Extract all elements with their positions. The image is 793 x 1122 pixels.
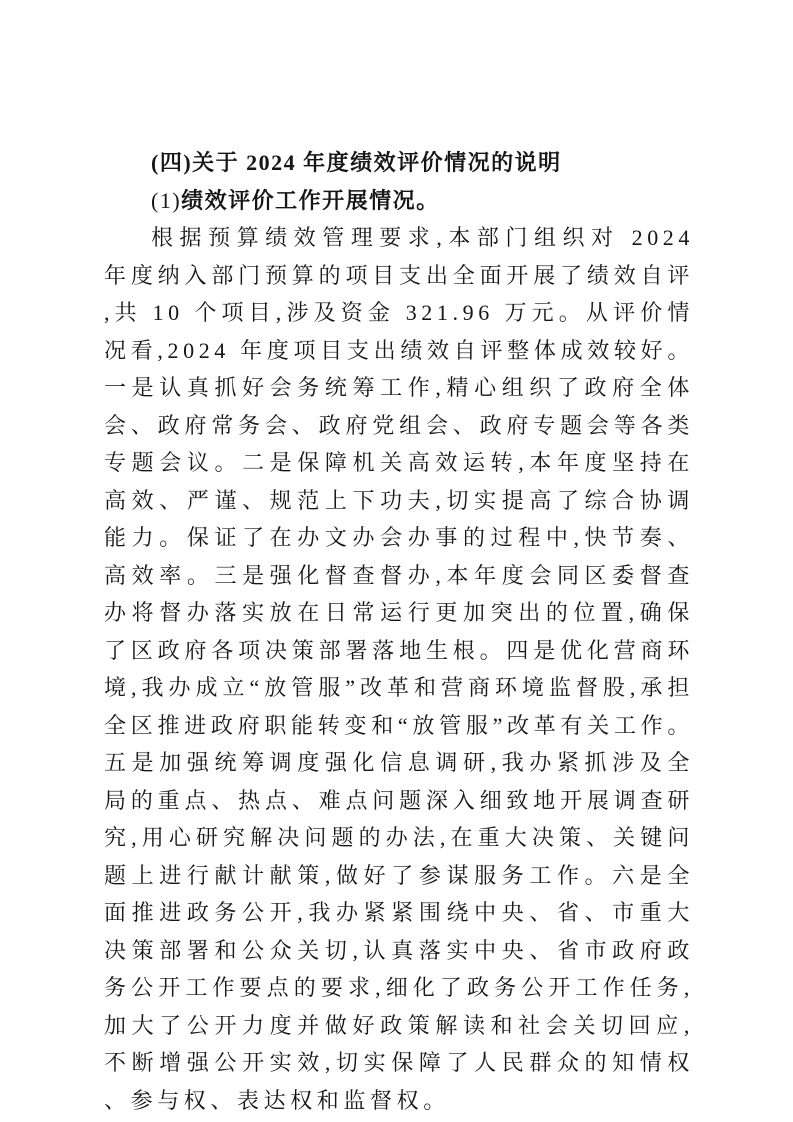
section-heading: (四)关于 2024 年度绩效评价情况的说明	[151, 150, 562, 175]
subsection-heading	[104, 182, 694, 220]
subsection-number: (1)	[151, 187, 182, 213]
body-paragraph: 根据预算绩效管理要求,本部门组织对 2024 年度纳入部门预算的项目支出全面开展了绩效自评,共 10 个项目,涉及资金 321.96 万元。从评价情况看,2024 年度项目支出绩效自评整体成效较好。一是认真抓好会务统筹工作,精心组织了政府全体会、政府常务会、政府党组会、政府专题会等各类专题会议。二是保障机关高效运转,本年度坚持在高效、严谨、规范上下功夫,切实提高了综合协调能力。保证了在办文办会办事的过程中,快节奏、高效率。三是强化督查督办,本年度会同区委督查办将督办落实放在日常运行更加突出的位置,确保了区政府各项决策部署落地生根。四是优化营商环境,我办成立“放管服”改革和营商环境监督股,承担全区推进政府职能转变和“放管服”改革有关工作。五是加强统筹调度强化信息调研,我办紧抓涉及全局的重点、热点、难点问题深入细致地开展调查研究,用心研究解决问题的办法,在重大决策、关键问题上进行献计献策,做好了参谋服务工作。六是全面推进政务公开,我办紧紧围绕中央、省、市重大决策部署和公众关切,认真落实中央、省市政府政务公开工作要点的要求,细化了政务公开工作任务,加大了公开力度并做好政策解读和社会关切回应,不断增强公开实效,切实保障了人民群众的知情权、参与权、表达权和监督权。	[104, 225, 694, 1113]
subsection-title: 绩效评价工作开展情况。	[181, 187, 440, 213]
document-content	[104, 144, 694, 1119]
